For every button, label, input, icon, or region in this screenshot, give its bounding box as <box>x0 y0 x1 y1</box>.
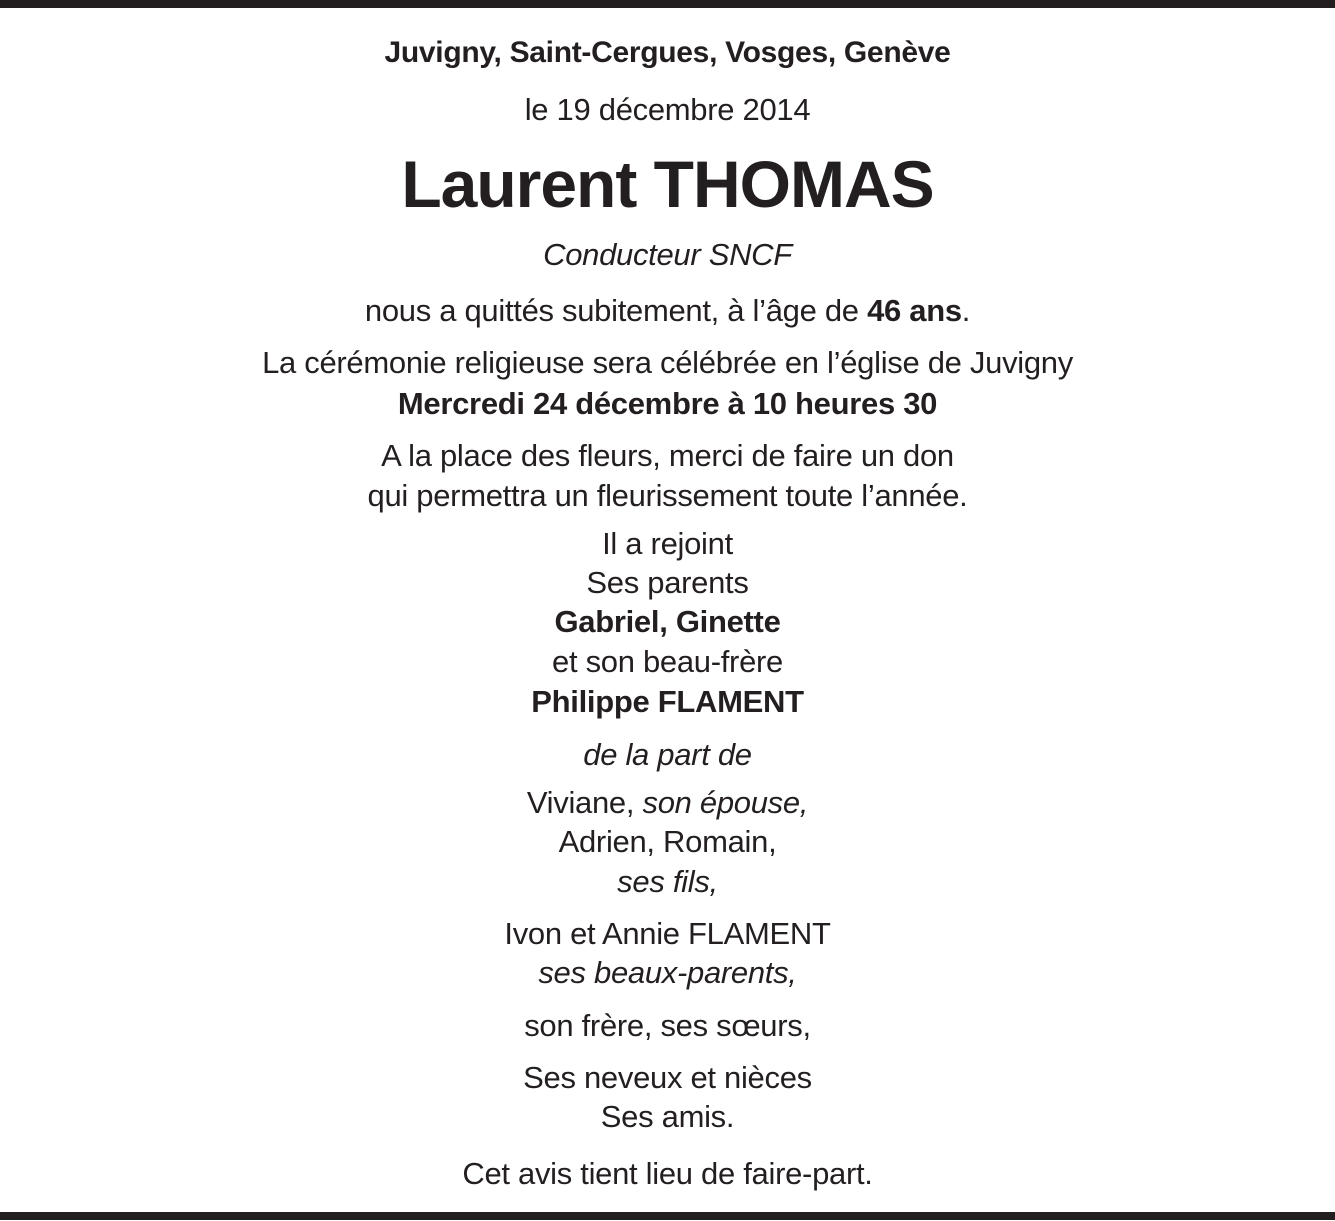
brother-in-law-name: Philippe FLAMENT <box>531 684 804 719</box>
rejoined-intro: Il a rejoint <box>602 526 733 561</box>
ceremony-location: La cérémonie religieuse sera célébrée en l’église de Juvigny <box>262 345 1073 380</box>
in-laws-role: ses beaux-parents, <box>538 955 797 990</box>
parents-names: Gabriel, Ginette <box>554 604 781 639</box>
bottom-border-rule <box>0 1212 1335 1220</box>
parents-label: Ses parents <box>586 565 749 600</box>
death-text-end: . <box>961 293 971 328</box>
closing-note: Cet avis tient lieu de faire-part. <box>462 1156 873 1191</box>
friends-line: Ses amis. <box>600 1099 735 1134</box>
death-text: nous a quittés subitement, à l’âge de <box>364 293 868 328</box>
places-heading: Juvigny, Saint-Cergues, Vosges, Genève <box>384 36 951 69</box>
wife-name: Viviane, <box>526 785 643 820</box>
sons-role: ses fils, <box>617 864 718 899</box>
death-announcement <box>0 291 1335 331</box>
top-border-rule <box>0 0 1335 8</box>
deceased-occupation: Conducteur SNCF <box>543 237 792 272</box>
ceremony-datetime: Mercredi 24 décembre à 10 heures 30 <box>397 386 938 421</box>
siblings-line: son frère, ses sœurs, <box>524 1008 811 1043</box>
flowers-note-line-2: qui permettra un fleurissement toute l’année. <box>367 478 968 513</box>
deceased-name: Laurent THOMAS <box>401 147 934 221</box>
wife-role: son épouse, <box>642 785 809 820</box>
sons-names: Adrien, Romain, <box>558 824 777 859</box>
brother-in-law-label: et son beau-frère <box>552 644 783 679</box>
family-intro: de la part de <box>583 737 752 772</box>
death-age: 46 ans <box>867 293 962 328</box>
nephews-line: Ses neveux et nièces <box>523 1060 812 1095</box>
notice-date: le 19 décembre 2014 <box>524 92 811 127</box>
wife-line <box>0 783 1335 823</box>
in-laws-names: Ivon et Annie FLAMENT <box>504 916 831 951</box>
flowers-note-line-1: A la place des fleurs, merci de faire un don <box>381 438 954 473</box>
